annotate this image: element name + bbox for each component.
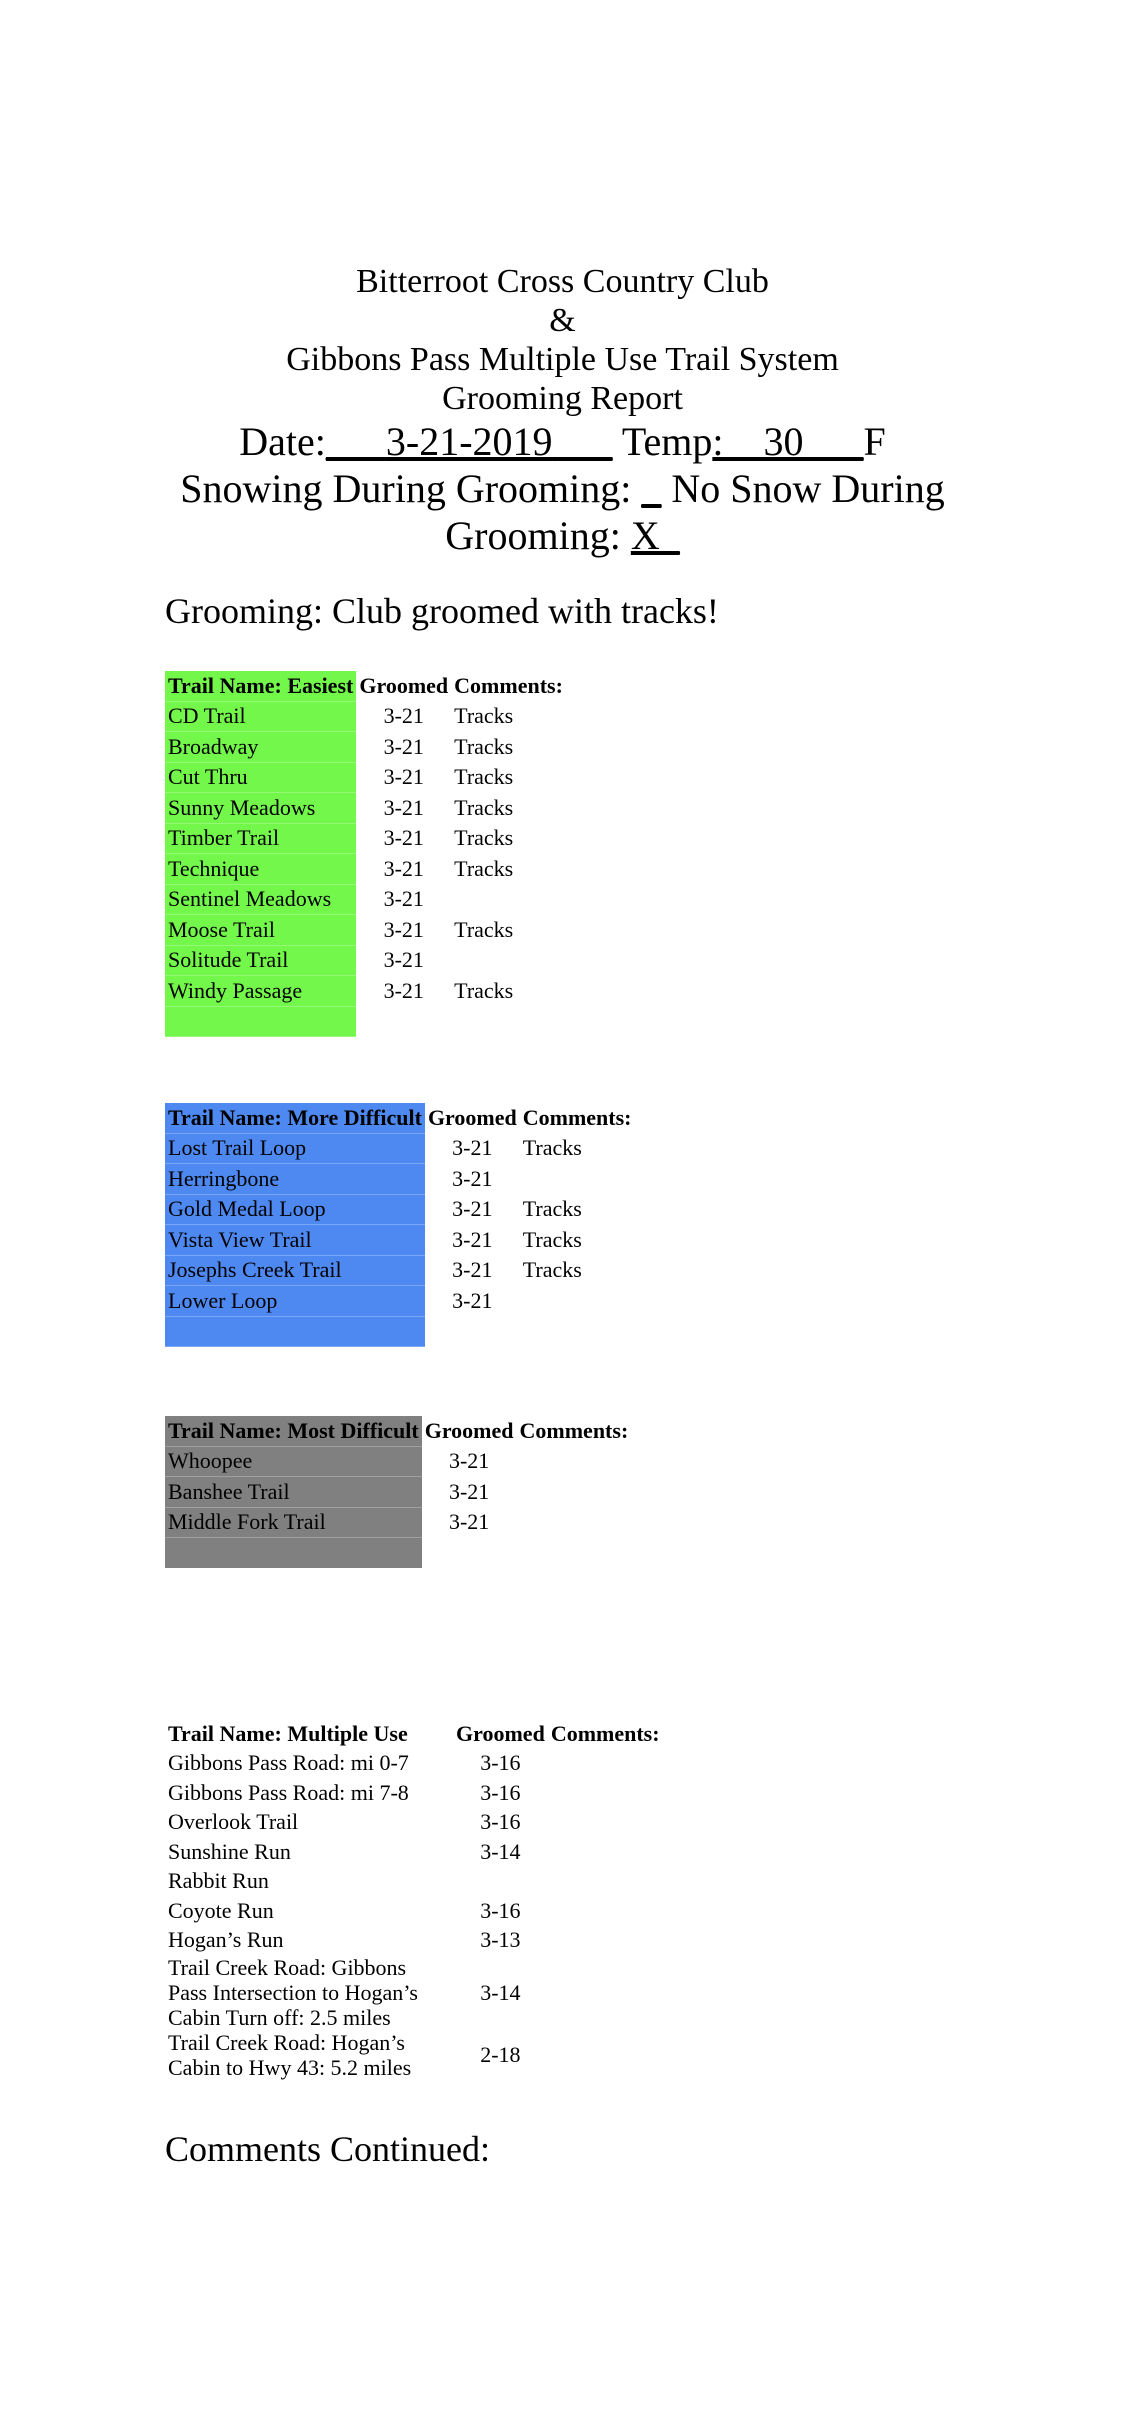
comments-cell (451, 945, 566, 976)
trail-name-cell: Middle Fork Trail (165, 1507, 422, 1538)
table-row (165, 1955, 663, 2030)
comments-cell: Tracks (522, 1135, 582, 1161)
comments-cell: Tracks (522, 1257, 582, 1283)
table-row (165, 1164, 635, 1195)
table-row (165, 823, 566, 854)
more-difficult-trails-body (165, 1133, 635, 1347)
snowing-line (0, 465, 1125, 512)
trail-name-cell: Sentinel Meadows (165, 884, 356, 915)
groomed-date-cell: 3-14 (480, 1838, 521, 1864)
comments-cell: Tracks (522, 1196, 582, 1222)
table-row (165, 732, 566, 763)
comments-cell (517, 1507, 632, 1538)
groomed-date-cell: 3-21 (452, 1135, 493, 1161)
date-blank-post: ___ (552, 419, 613, 464)
date-blank-pre: ___ (325, 419, 386, 464)
trail-name-cell: Rabbit Run (168, 1868, 269, 1894)
groomed-date-cell: 3-21 (383, 703, 424, 729)
date-label: Date: (239, 419, 326, 464)
trail-name-cell: Windy Passage (165, 976, 356, 1007)
groomed-date-cell: 3-21 (383, 855, 424, 881)
trail-name-cell: CD Trail (165, 701, 356, 732)
comments-cell: Tracks (454, 916, 514, 942)
comments-cell (548, 1778, 663, 1808)
easiest-trails-body (165, 701, 566, 1037)
table-row (165, 1255, 635, 1286)
date-value: 3-21-2019 (385, 419, 553, 464)
comments-cell (451, 884, 566, 915)
table-row (165, 1837, 663, 1867)
comments-cell (548, 1955, 663, 2030)
comments-cell (520, 1164, 635, 1195)
trail-name-cell: Whoopee (165, 1446, 422, 1477)
groomed-date-cell: 2-18 (480, 2042, 521, 2067)
empty-cell (517, 1538, 632, 1569)
most-difficult-trails-table (165, 1416, 631, 1569)
empty-row (165, 1538, 631, 1569)
table-row (165, 1866, 663, 1896)
comments-cell (548, 1925, 663, 1955)
groomed-date-cell: 3-21 (383, 916, 424, 942)
groomed-date-cell (453, 1866, 548, 1896)
table-row (165, 762, 566, 793)
comments-cell: Tracks (454, 825, 514, 851)
club-name: Bitterroot Cross Country Club (356, 263, 769, 300)
groomed-date-cell: 3-21 (383, 733, 424, 759)
trail-name-header: Trail Name: More Difficult (165, 1103, 425, 1133)
trail-name-cell: Sunshine Run (168, 1838, 291, 1864)
table-row (165, 884, 566, 915)
trail-name-cell: Moose Trail (165, 915, 356, 946)
trail-name-cell: Trail Creek Road: Gibbons Pass Intersection to Hogan’s Cabin Turn off: 2.5 miles (168, 1954, 418, 2030)
no-snow-label: No Snow During (671, 466, 945, 511)
trail-name-cell: Gold Medal Loop (165, 1194, 425, 1225)
trail-name-cell: Cut Thru (165, 762, 356, 793)
date-temp-line (0, 418, 1125, 465)
trail-name-cell: Technique (165, 854, 356, 885)
table-row (165, 915, 566, 946)
comments-cell (548, 1866, 663, 1896)
trail-system-name: Gibbons Pass Multiple Use Trail System (286, 341, 839, 378)
trail-name-cell: Vista View Trail (165, 1225, 425, 1256)
table-row (165, 1133, 635, 1164)
groomed-date-cell: 3-13 (480, 1927, 521, 1953)
groomed-header: Groomed (359, 673, 449, 698)
trail-name-cell: Gibbons Pass Road: mi 0-7 (168, 1750, 409, 1776)
groomed-date-cell: 3-21 (383, 977, 424, 1003)
trail-name-cell: Solitude Trail (165, 945, 356, 976)
comments-cell (548, 1748, 663, 1778)
snowing-mark: _ (641, 466, 662, 511)
comments-cell (520, 1286, 635, 1317)
more-difficult-trails-table (165, 1103, 635, 1347)
trail-name-cell: Overlook Trail (168, 1809, 299, 1835)
table-row (165, 976, 566, 1007)
comments-header: Comments: (550, 1720, 660, 1746)
empty-cell (165, 1316, 425, 1347)
table-row (165, 2030, 663, 2080)
trail-name-header: Trail Name: Easiest (165, 671, 356, 701)
trail-name-cell: Sunny Meadows (165, 793, 356, 824)
table-row (165, 1194, 635, 1225)
multiple-use-trails-table (165, 1718, 663, 2080)
empty-cell (520, 1316, 635, 1347)
comments-cell (517, 1446, 632, 1477)
groomed-date-cell: 3-21 (448, 1448, 490, 1474)
comments-cell: Tracks (454, 794, 514, 820)
trail-name-cell: Banshee Trail (165, 1477, 422, 1508)
trail-name-cell: Gibbons Pass Road: mi 7-8 (168, 1779, 409, 1805)
groomed-date-cell: 3-16 (480, 1750, 521, 1776)
groomed-date-cell: 3-21 (452, 1165, 493, 1191)
comments-header: Comments: (522, 1105, 632, 1130)
trail-name-cell: Herringbone (165, 1164, 425, 1195)
comments-cell (517, 1477, 632, 1508)
table-row (165, 1477, 631, 1508)
groomed-header: Groomed (424, 1418, 514, 1443)
comments-cell: Tracks (454, 764, 514, 790)
empty-cell (165, 1006, 356, 1037)
comments-cell: Tracks (454, 977, 514, 1003)
table-header-row (165, 1718, 663, 1748)
grooming-label: Grooming: (445, 513, 621, 558)
groomed-header: Groomed (456, 1720, 545, 1746)
comments-cell: Tracks (454, 733, 514, 759)
comments-cell (548, 1807, 663, 1837)
table-row (165, 793, 566, 824)
comments-cell: Tracks (454, 855, 514, 881)
comments-cell: Tracks (454, 703, 514, 729)
groomed-date-cell: 3-14 (480, 1979, 521, 2005)
comments-header: Comments: (454, 673, 563, 698)
temp-value: :__30___ (712, 419, 864, 464)
trail-name-cell: Josephs Creek Trail (165, 1255, 425, 1286)
empty-cell (422, 1538, 517, 1569)
trail-name-cell: Broadway (165, 732, 356, 763)
table-header-row (165, 1416, 631, 1446)
empty-cell (356, 1006, 451, 1037)
groomed-date-cell: 3-21 (452, 1226, 493, 1252)
groomed-date-cell: 3-16 (480, 1809, 521, 1835)
groomed-date-cell: 3-21 (452, 1257, 493, 1283)
groomed-date-cell: 3-21 (448, 1478, 490, 1504)
trail-name-cell: Lower Loop (165, 1286, 425, 1317)
table-header-row (165, 1103, 635, 1133)
trail-name-cell: Timber Trail (165, 823, 356, 854)
groomed-date-cell: 3-21 (383, 794, 424, 820)
trail-name-header: Trail Name: Most Difficult (165, 1416, 422, 1446)
trail-name-cell: Hogan’s Run (168, 1927, 284, 1953)
empty-cell (425, 1316, 520, 1347)
groomed-date-cell: 3-16 (480, 1897, 521, 1923)
trail-name-cell: Trail Creek Road: Hogan’s Cabin to Hwy 43: 5.2 miles (168, 2029, 412, 2080)
table-row (165, 1286, 635, 1317)
temp-unit: F (863, 419, 886, 464)
groomed-date-cell: 3-21 (452, 1287, 493, 1313)
groomed-date-cell: 3-21 (452, 1196, 493, 1222)
empty-row (165, 1006, 566, 1037)
easiest-trails-table (165, 671, 566, 1037)
groomed-date-cell: 3-16 (480, 1779, 521, 1805)
table-row (165, 1748, 663, 1778)
table-header-row (165, 671, 566, 701)
table-row (165, 1807, 663, 1837)
groomed-date-cell: 3-21 (383, 886, 424, 912)
comments-cell (548, 2030, 663, 2080)
ampersand: & (549, 302, 576, 339)
groomed-date-cell: 3-21 (383, 825, 424, 851)
empty-cell (165, 1538, 422, 1569)
comments-cell (548, 1837, 663, 1867)
multiple-use-trails-body (165, 1748, 663, 2080)
groomed-date-cell: 3-21 (448, 1509, 490, 1535)
table-row (165, 1778, 663, 1808)
trail-name-cell: Lost Trail Loop (165, 1133, 425, 1164)
temp-label: Temp (621, 419, 713, 464)
table-row (165, 854, 566, 885)
table-row (165, 701, 566, 732)
table-row (165, 1225, 635, 1256)
no-snow-line (0, 512, 1125, 559)
comments-header: Comments: (519, 1418, 629, 1443)
trail-name-cell: Coyote Run (168, 1897, 274, 1923)
report-header (0, 262, 1125, 559)
groomed-header: Groomed (427, 1105, 517, 1130)
table-row (165, 945, 566, 976)
most-difficult-trails-body (165, 1446, 631, 1568)
grooming-summary: Grooming: Club groomed with tracks! (165, 591, 719, 631)
table-row (165, 1925, 663, 1955)
comments-continued-heading: Comments Continued: (165, 2129, 491, 2169)
comments-cell (548, 1896, 663, 1926)
table-row (165, 1896, 663, 1926)
empty-row (165, 1316, 635, 1347)
snowing-label: Snowing During Grooming: (180, 466, 632, 511)
groomed-date-cell: 3-21 (383, 947, 424, 973)
comments-cell: Tracks (522, 1226, 582, 1252)
table-row (165, 1507, 631, 1538)
empty-cell (451, 1006, 566, 1037)
table-row (165, 1446, 631, 1477)
no-snow-mark: X_ (630, 513, 680, 558)
trail-name-header: Trail Name: Multiple Use (168, 1720, 408, 1746)
report-title: Grooming Report (442, 380, 683, 417)
groomed-date-cell: 3-21 (383, 764, 424, 790)
